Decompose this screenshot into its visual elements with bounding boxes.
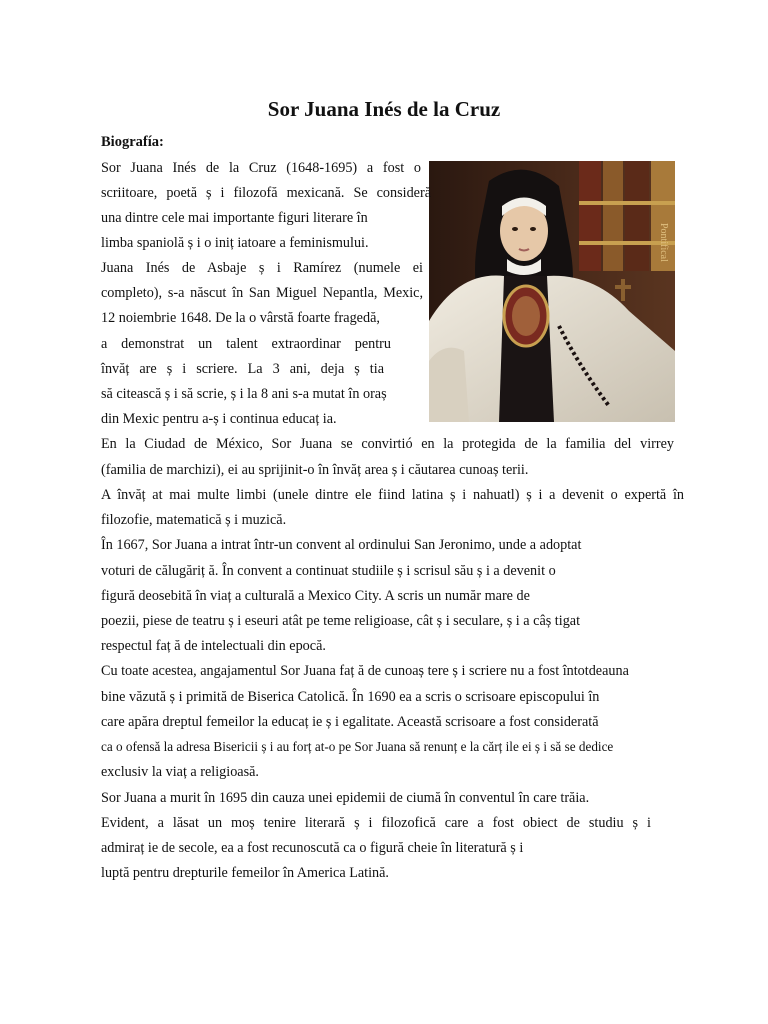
text-line: a demonstrat un talent extraordinar pentru bbox=[101, 336, 391, 352]
page-title: Sor Juana Inés de la Cruz bbox=[267, 97, 501, 121]
text-line: una dintre cele mai importante figuri literare în bbox=[101, 210, 368, 226]
text-line: bine văzută ș i primită de Biserica Catolică. În 1690 ea a scris o scrisoare episcopului în bbox=[101, 689, 600, 705]
text-line: luptă pentru drepturile femeilor în America Latină. bbox=[101, 865, 389, 881]
text-line: En la Ciudad de México, Sor Juana se convirtió en la protegida de la familia del virrey bbox=[101, 436, 674, 452]
book-spine-text: Pontifical bbox=[658, 223, 669, 262]
text-line: respectul faț ă de intelectuali din epocă. bbox=[101, 638, 326, 654]
text-line: filozofie, matematică ș i muzică. bbox=[101, 512, 287, 528]
text-line: învăț are ș i scriere. La 3 ani, deja ș tia bbox=[101, 361, 384, 377]
text-line: figură deosebită în viaț a culturală a Mexico City. A scris un număr mare de bbox=[101, 588, 530, 604]
text-line: să citească ș i să scrie, ș i la 8 ani s-a mutat în oraș bbox=[101, 386, 387, 402]
text-line: completo), s-a născut în San Miguel Nepantla, Mexic, bbox=[101, 285, 423, 301]
text-line: poezii, piese de teatru ș i eseuri atât pe teme religioase, cât ș i seculare, ș i a câș tigat bbox=[101, 613, 581, 629]
text-line: (familia de marchizi), ei au sprijinit-o în învăț area ș i căutarea cunoaș terii. bbox=[101, 462, 529, 478]
text-line: Sor Juana a murit în 1695 din cauza unei epidemii de ciumă în conventul în care trăia. bbox=[101, 790, 590, 806]
portrait-illustration-icon bbox=[429, 161, 675, 422]
text-line: Cu toate acestea, angajamentul Sor Juana faț ă de cunoaș tere ș i scriere nu a fost întotdeauna bbox=[101, 663, 629, 679]
text-line: Juana Inés de Asbaje ș i Ramírez (numele ei bbox=[101, 260, 423, 276]
text-line: 12 noiembrie 1648. De la o vârstă foarte fragedă, bbox=[101, 310, 380, 326]
text-line: voturi de călugăriț ă. În convent a continuat studiile ș i scrisul său ș i a devenit o bbox=[101, 563, 556, 579]
text-line: ca o ofensă la adresa Bisericii ș i au forț at-o pe Sor Juana să renunț e la cărț ile ei ș i să se dedice bbox=[101, 739, 614, 754]
text-line: admiraț ie de secole, ea a fost recunoscută ca o figură cheie în literatură ș i bbox=[101, 840, 524, 856]
text-line: care apăra dreptul femeilor la educaț ie ș i egalitate. Această scrisoare a fost considerată bbox=[101, 714, 599, 730]
text-line: limba spaniolă ș i o iniț iatoare a feminismului. bbox=[101, 235, 369, 251]
text-line: exclusiv la viaț a religioasă. bbox=[101, 764, 259, 780]
text-line: În 1667, Sor Juana a intrat într-un convent al ordinului San Jeronimo, unde a adoptat bbox=[101, 537, 582, 553]
section-heading: Biografía: bbox=[101, 134, 164, 150]
portrait-image bbox=[429, 161, 675, 422]
text-line: Sor Juana Inés de la Cruz (1648-1695) a fost o bbox=[101, 160, 421, 176]
text-line: scriitoare, poetă ș i filozofă mexicană. Se consideră bbox=[101, 185, 431, 201]
text-line: A învăț at mai multe limbi (unele dintre ele fiind latina ș i nahuatl) ș i a devenit o expertă în bbox=[101, 487, 684, 503]
text-line: Evident, a lăsat un moș tenire literară ș i filozofică care a fost obiect de studiu ș i bbox=[101, 815, 651, 831]
text-line: din Mexic pentru a-ș i continua educaț ia. bbox=[101, 411, 337, 427]
